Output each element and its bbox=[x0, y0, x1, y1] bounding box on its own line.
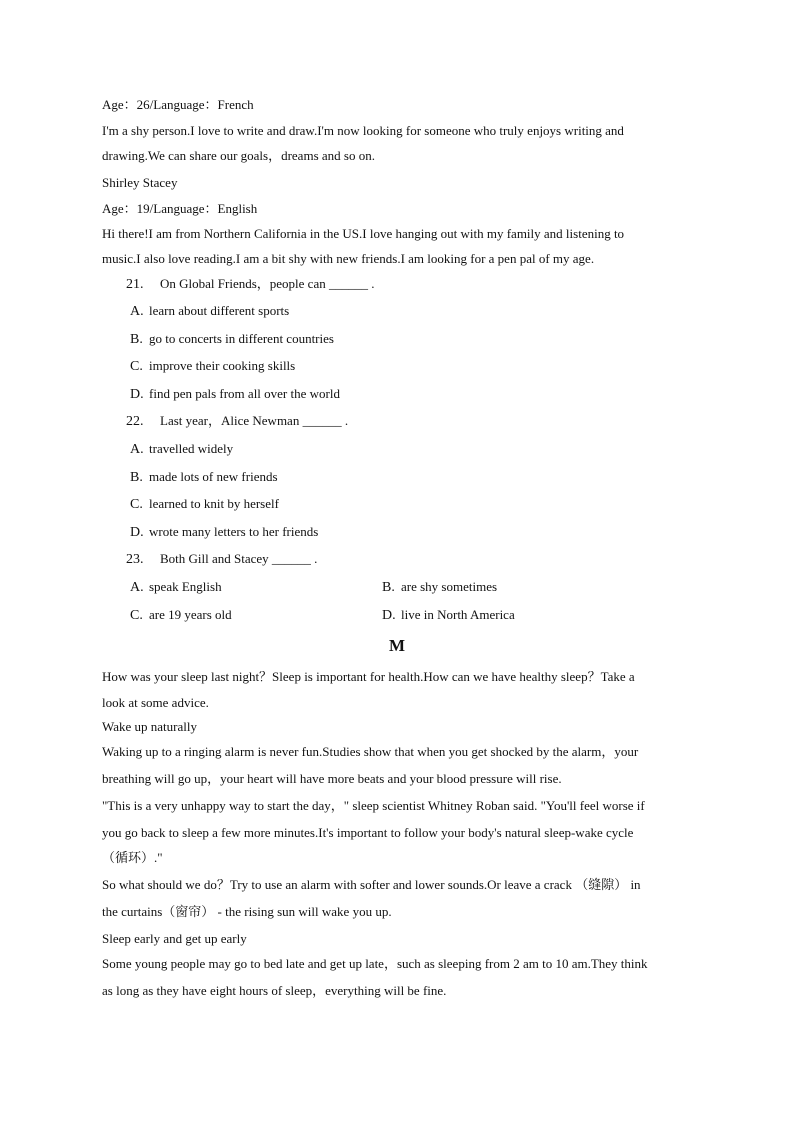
option-22-d bbox=[130, 523, 318, 542]
option-text: find pen pals from all over the world bbox=[149, 386, 340, 401]
passage-line: How was your sleep last night？Sleep is important for health.How can we have healthy sleep？Take a bbox=[102, 669, 635, 684]
passage-line: Waking up to a ringing alarm is never fun.Studies show that when you get shocked by the alarm，your bbox=[102, 744, 639, 759]
option-letter: C. bbox=[130, 359, 143, 374]
option-letter: C. bbox=[130, 608, 143, 623]
passage-line: look at some advice. bbox=[102, 695, 209, 710]
option-letter: B. bbox=[382, 580, 395, 595]
question-number: 23. bbox=[126, 552, 144, 567]
option-letter: A. bbox=[130, 580, 144, 595]
passage-line: "This is a very unhappy way to start the day，" sleep scientist Whitney Roban said. "You'll feel worse if bbox=[102, 798, 645, 813]
passage-line: you go back to sleep a few more minutes.It's important to follow your body's natural sleep-wake cycle bbox=[102, 825, 634, 840]
option-text: made lots of new friends bbox=[149, 469, 278, 484]
option-21-a bbox=[130, 302, 289, 321]
option-letter: B. bbox=[130, 332, 143, 347]
option-letter: B. bbox=[130, 470, 143, 485]
option-text: are shy sometimes bbox=[401, 579, 498, 594]
question-stem: Last year，Alice Newman ______ . bbox=[160, 413, 349, 428]
option-22-b bbox=[130, 468, 278, 487]
option-letter: D. bbox=[382, 608, 396, 623]
option-text: speak English bbox=[149, 579, 222, 594]
passage-subheading: Sleep early and get up early bbox=[102, 931, 247, 946]
question-stem: On Global Friends，people can ______ . bbox=[160, 276, 375, 291]
option-text: improve their cooking skills bbox=[149, 358, 296, 373]
option-letter: A. bbox=[130, 304, 144, 319]
option-letter: D. bbox=[130, 387, 144, 402]
profile-1-age-language: Age：26/Language：French bbox=[102, 97, 254, 112]
option-21-b bbox=[130, 330, 334, 349]
option-text: live in North America bbox=[401, 607, 515, 622]
profile-2-name: Shirley Stacey bbox=[102, 175, 178, 190]
question-stem: Both Gill and Stacey ______ . bbox=[160, 551, 318, 566]
option-21-c bbox=[130, 357, 295, 376]
question-number: 22. bbox=[126, 414, 144, 429]
profile-1-text-line-2: drawing.We can share our goals，dreams and so on. bbox=[102, 148, 375, 163]
option-21-d bbox=[130, 385, 340, 404]
option-letter: C. bbox=[130, 497, 143, 512]
option-23-b bbox=[382, 578, 497, 597]
option-text: wrote many letters to her friends bbox=[149, 524, 319, 539]
option-23-d bbox=[382, 606, 515, 625]
profile-1-text-line-1: I'm a shy person.I love to write and draw.I'm now looking for someone who truly enjoys writing and bbox=[102, 123, 624, 138]
profile-2-text-line-1: Hi there!I am from Northern California in the US.I love hanging out with my family and listening to bbox=[102, 226, 625, 241]
option-text: travelled widely bbox=[149, 441, 234, 456]
option-letter: A. bbox=[130, 442, 144, 457]
passage-subheading: Wake up naturally bbox=[102, 719, 197, 734]
question-23 bbox=[126, 550, 317, 569]
option-22-c bbox=[130, 495, 279, 514]
passage-line: as long as they have eight hours of sleep，everything will be fine. bbox=[102, 983, 447, 998]
passage-line: Some young people may go to bed late and get up late，such as sleeping from 2 am to 10 am.They think bbox=[102, 956, 648, 971]
option-text: go to concerts in different countries bbox=[149, 331, 334, 346]
option-text: learned to knit by herself bbox=[149, 496, 279, 511]
option-text: learn about different sports bbox=[149, 303, 290, 318]
question-22 bbox=[126, 412, 348, 431]
passage-line: （循环）." bbox=[102, 850, 163, 865]
option-text: are 19 years old bbox=[149, 607, 232, 622]
section-heading: M bbox=[388, 636, 406, 655]
profile-2-text-line-2: music.I also love reading.I am a bit shy with new friends.I am looking for a pen pal of my age. bbox=[102, 251, 595, 266]
profile-2-age-language: Age：19/Language：English bbox=[102, 201, 258, 216]
option-letter: D. bbox=[130, 525, 144, 540]
option-23-c bbox=[130, 606, 232, 625]
option-22-a bbox=[130, 440, 233, 459]
passage-line: breathing will go up，your heart will have more beats and your blood pressure will rise. bbox=[102, 771, 562, 786]
option-23-a bbox=[130, 578, 222, 597]
question-21 bbox=[126, 275, 374, 294]
question-number: 21. bbox=[126, 277, 144, 292]
passage-line: So what should we do？Try to use an alarm with softer and lower sounds.Or leave a crack （缝隙） in bbox=[102, 877, 641, 892]
passage-line: the curtains（窗帘） - the rising sun will wake you up. bbox=[102, 904, 392, 919]
